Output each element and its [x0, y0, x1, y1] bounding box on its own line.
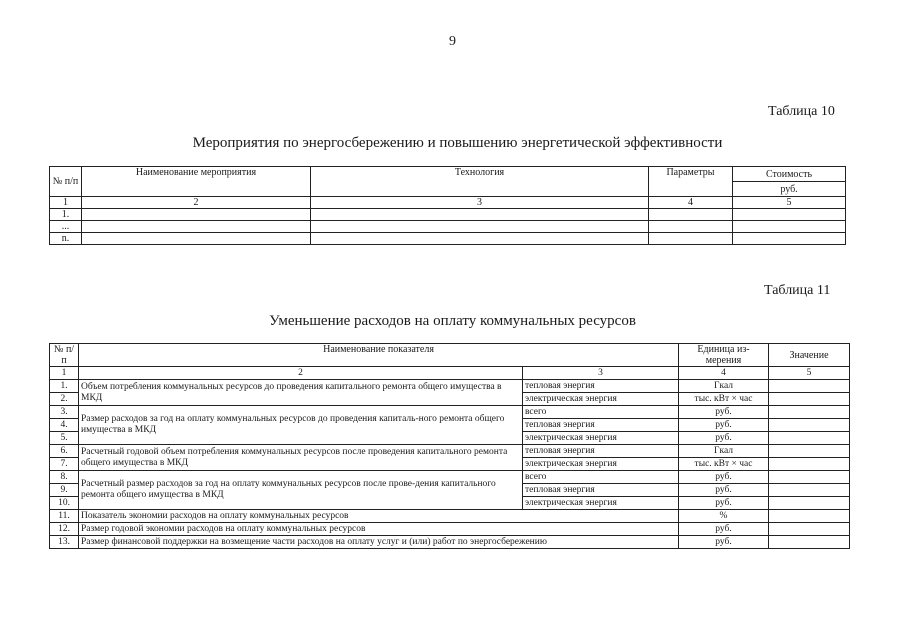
t11-row-num: 7.	[50, 458, 79, 471]
t11-colnum-row	[50, 367, 850, 380]
t10-header-tech: Технология	[311, 167, 649, 197]
t11-unit: Гкал	[679, 380, 769, 393]
t11-row-num: 3.	[50, 406, 79, 419]
table-cell	[733, 233, 846, 245]
t10-colnum: 2	[82, 197, 311, 209]
t11-value	[769, 484, 850, 497]
t11-header-value: Значение	[769, 344, 850, 367]
table-row	[50, 510, 850, 523]
t11-row-num: 4.	[50, 419, 79, 432]
table-row	[50, 221, 846, 233]
t11-unit: тыс. кВт × час	[679, 393, 769, 406]
table11-label: Таблица 11	[764, 283, 831, 298]
t10-colnum: 1	[50, 197, 82, 209]
t10-header-name: Наименование мероприятия	[82, 167, 311, 197]
t11-colnum: 2	[79, 367, 523, 380]
t11-row-num: 9.	[50, 484, 79, 497]
table-cell	[311, 221, 649, 233]
t11-indicator-name: Расчетный годовой объем потребления коммунальных ресурсов после проведения капитального ремонта общего имущества в МКД	[79, 445, 523, 471]
t11-row-num: 13.	[50, 536, 79, 549]
table-row	[50, 445, 850, 458]
table-row	[50, 471, 850, 484]
t11-resource-type: тепловая энергия	[523, 445, 679, 458]
t11-value	[769, 497, 850, 510]
table-row	[50, 523, 850, 536]
t11-unit: руб.	[679, 432, 769, 445]
table-row	[50, 406, 850, 419]
t11-resource-type: всего	[523, 471, 679, 484]
t11-resource-type: тепловая энергия	[523, 419, 679, 432]
t10-colnum: 4	[649, 197, 733, 209]
t11-value	[769, 536, 850, 549]
table-cell	[311, 209, 649, 221]
t11-unit: руб.	[679, 536, 769, 549]
table-cell	[311, 233, 649, 245]
t11-value	[769, 523, 850, 536]
t11-value	[769, 432, 850, 445]
table-cell	[649, 209, 733, 221]
table11-title: Уменьшение расходов на оплату коммунальных ресурсов	[269, 313, 636, 329]
t11-unit: руб.	[679, 419, 769, 432]
t11-unit: %	[679, 510, 769, 523]
t11-indicator-name: Размер годовой экономии расходов на оплату коммунальных ресурсов	[79, 523, 679, 536]
t11-resource-type: электрическая энергия	[523, 497, 679, 510]
t11-indicator-name: Размер финансовой поддержки на возмещение части расходов на оплату услуг и (или) работ по энергосбережению	[79, 536, 679, 549]
t11-unit: Гкал	[679, 445, 769, 458]
t11-row-num: 6.	[50, 445, 79, 458]
t11-row-num: 1.	[50, 380, 79, 393]
table10-label: Таблица 10	[768, 104, 835, 119]
table-cell	[649, 233, 733, 245]
measures-table	[49, 166, 846, 245]
t10-colnum: 5	[733, 197, 846, 209]
t11-header-unit: Единица из-мерения	[679, 344, 769, 367]
t11-row-num: 5.	[50, 432, 79, 445]
t10-row-num: n.	[50, 233, 82, 245]
t10-colnum: 3	[311, 197, 649, 209]
table-cell	[82, 209, 311, 221]
t11-row-num: 10.	[50, 497, 79, 510]
table-cell	[82, 233, 311, 245]
t11-indicator-name: Размер расходов за год на оплату коммунальных ресурсов до проведения капиталь-ного ремонта общего имущества в МКД	[79, 406, 523, 445]
t11-resource-type: тепловая энергия	[523, 380, 679, 393]
t11-value	[769, 393, 850, 406]
t11-indicator-name: Объем потребления коммунальных ресурсов до проведения капитального ремонта общего имущества в МКД	[79, 380, 523, 406]
t11-unit: руб.	[679, 406, 769, 419]
t11-value	[769, 419, 850, 432]
t11-row-num: 2.	[50, 393, 79, 406]
t11-colnum: 3	[523, 367, 679, 380]
t11-unit: руб.	[679, 471, 769, 484]
t11-colnum: 5	[769, 367, 850, 380]
t11-value	[769, 471, 850, 484]
table10-title: Мероприятия по энергосбережению и повышению энергетической эффективности	[192, 135, 723, 151]
t11-unit: тыс. кВт × час	[679, 458, 769, 471]
table-cell	[82, 221, 311, 233]
t11-unit: руб.	[679, 497, 769, 510]
table-row	[50, 536, 850, 549]
t11-row-num: 11.	[50, 510, 79, 523]
t11-value	[769, 445, 850, 458]
t11-header-num: № п/п	[50, 344, 79, 367]
t11-value	[769, 458, 850, 471]
t11-indicator-name: Расчетный размер расходов за год на оплату коммунальных ресурсов после прове-дения капитального ремонта общего имущества в МКД	[79, 471, 523, 510]
t11-value	[769, 510, 850, 523]
t10-colnum-row	[50, 197, 846, 209]
t11-value	[769, 406, 850, 419]
t11-resource-type: электрическая энергия	[523, 432, 679, 445]
t10-row-num: ...	[50, 221, 82, 233]
t11-resource-type: тепловая энергия	[523, 484, 679, 497]
t11-row-num: 8.	[50, 471, 79, 484]
table-cell	[649, 221, 733, 233]
t11-value	[769, 380, 850, 393]
page-number: 9	[449, 34, 456, 49]
t11-header-name: Наименование показателя	[79, 344, 679, 367]
t11-unit: руб.	[679, 484, 769, 497]
t11-colnum: 4	[679, 367, 769, 380]
table-row	[50, 380, 850, 393]
t11-resource-type: электрическая энергия	[523, 393, 679, 406]
utility-costs-table	[49, 343, 850, 549]
t11-indicator-name: Показатель экономии расходов на оплату коммунальных ресурсов	[79, 510, 679, 523]
table-cell	[733, 221, 846, 233]
t11-row-num: 12.	[50, 523, 79, 536]
t10-row-num: 1.	[50, 209, 82, 221]
t10-header-params: Параметры	[649, 167, 733, 197]
table-cell	[733, 209, 846, 221]
t10-header-cost-unit: руб.	[733, 182, 846, 197]
t11-resource-type: электрическая энергия	[523, 458, 679, 471]
t10-header-cost: Стоимость	[733, 167, 846, 182]
t11-unit: руб.	[679, 523, 769, 536]
table-row	[50, 233, 846, 245]
t10-header-num: № п/п	[50, 167, 82, 197]
t11-colnum: 1	[50, 367, 79, 380]
t11-resource-type: всего	[523, 406, 679, 419]
table-row	[50, 209, 846, 221]
